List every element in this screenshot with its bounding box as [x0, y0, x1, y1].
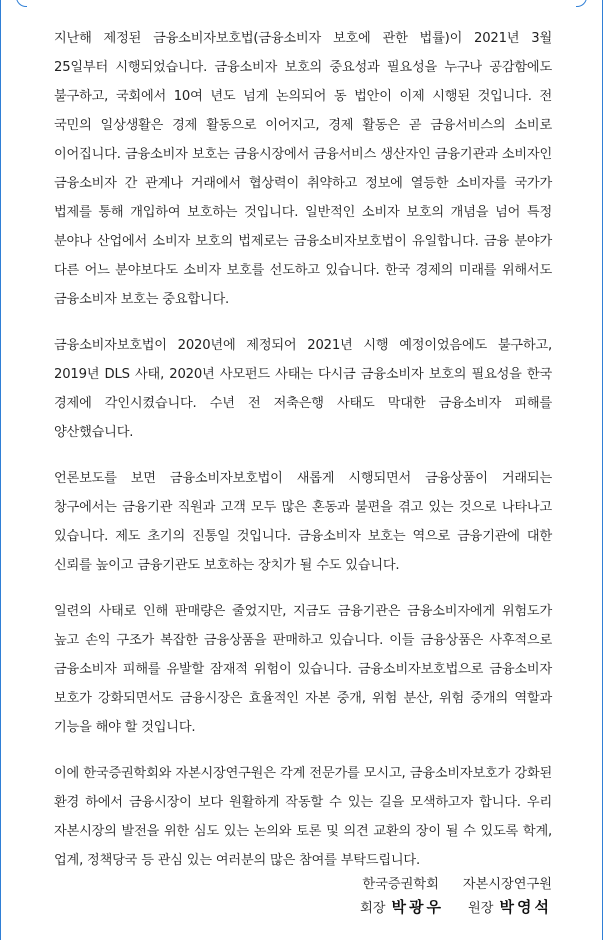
- signature-names: [360, 896, 552, 920]
- paragraph-2: 금융소비자보호법이 2020년에 제정되어 2021년 시행 예정이었음에도 불구하고, 2019년 DLS 사태, 2020년 사모펀드 사태는 다시금 금융소비자 보호의 필요성을 한국 경제에 각인시켰습니다. 수년 전 저축은행 사태도 막대한 금융소비자 피해를 양산했습니다.: [54, 338, 552, 440]
- signatory-2-name: 박영석: [499, 898, 552, 916]
- paragraph-1: 지난해 제정된 금융소비자보호법(금융소비자 보호에 관한 법률)이 2021년 3월 25일부터 시행되었습니다. 금융소비자 보호의 중요성과 필요성을 누구나 공감함에도 불구하고, 국회에서 10여 년도 넘게 논의되어 동 법안이 이제 시행된 것입니다. 전 국민의 일상생활은 경제 활동으로 이어지고, 경제 활동은 곧 금융서비스의 소비로 이어집니다. 금융소비자 보호는 금융시장에서 금융서비스 생산자인 금융기관과 소비자인 금융소비자 간 관계나 거래에서 협상력이 취약하고 정보에 열등한 소비자를 국가가 법제를 통해 개입하여 보호하는 것입니다. 일반적인 소비자 보호의 개념을 넘어 특정 분야나 산업에서 소비자 보호의 법제로는 금융소비자보호법이 유일합니다. 금융 분야가 다른 어느 분야보다도 소비자 보호를 선도하고 있습니다. 한국 경제의 미래를 위해서도 금융소비자 보호는 중요합니다.: [54, 31, 552, 307]
- org-korean-securities-association: 한국증권학회: [362, 877, 439, 892]
- signature-orgs: [360, 874, 552, 896]
- paragraph-5: 이에 한국증권학회와 자본시장연구원은 각계 전문가를 모시고, 금융소비자보호가 강화된 환경 하에서 금융시장이 보다 원활하게 작동할 수 있는 길을 모색하고자 합니다. 우리 자본시장의 발전을 위한 심도 있는 논의와 토론 및 의견 교환의 장이 될 수 있도록 학계, 업계, 정책당국 등 관심 있는 여러분의 많은 참여를 부탁드립니다.: [54, 766, 552, 868]
- signature-block: [360, 874, 552, 920]
- signatory-1: [360, 896, 444, 920]
- paragraph-3: 언론보도를 보면 금융소비자보호법이 새롭게 시행되면서 금융상품이 거래되는 창구에서는 금융기관 직원과 고객 모두 많은 혼동과 불편을 겪고 있는 것으로 나타나고 있습니다. 제도 초기의 진통일 것입니다. 금융소비자 보호는 역으로 금융기관에 대한 신뢰를 높이고 금융기관도 보호하는 장치가 될 수도 있습니다.: [54, 471, 552, 573]
- signatory-1-name: 박광우: [391, 898, 445, 916]
- signatory-2: [468, 896, 552, 920]
- signatory-2-title: 원장: [468, 901, 494, 916]
- signatory-1-title: 회장: [360, 901, 386, 916]
- frame-corner-left: [16, 0, 27, 7]
- letter-body: [54, 24, 552, 892]
- org-capital-market-institute: 자본시장연구원: [462, 877, 552, 892]
- frame-corner-right: [576, 0, 587, 7]
- paragraph-4: 일련의 사태로 인해 판매량은 줄었지만, 지금도 금융기관은 금융소비자에게 위험도가 높고 손익 구조가 복잡한 금융상품을 판매하고 있습니다. 이들 금융상품은 사후적으로 금융소비자 피해를 유발할 잠재적 위험이 있습니다. 금융소비자보호법으로 금융소비자 보호가 강화되면서도 금융시장은 효율적인 자본 중개, 위험 분산, 위험 중개의 역할과 기능을 해야 할 것입니다.: [54, 604, 552, 735]
